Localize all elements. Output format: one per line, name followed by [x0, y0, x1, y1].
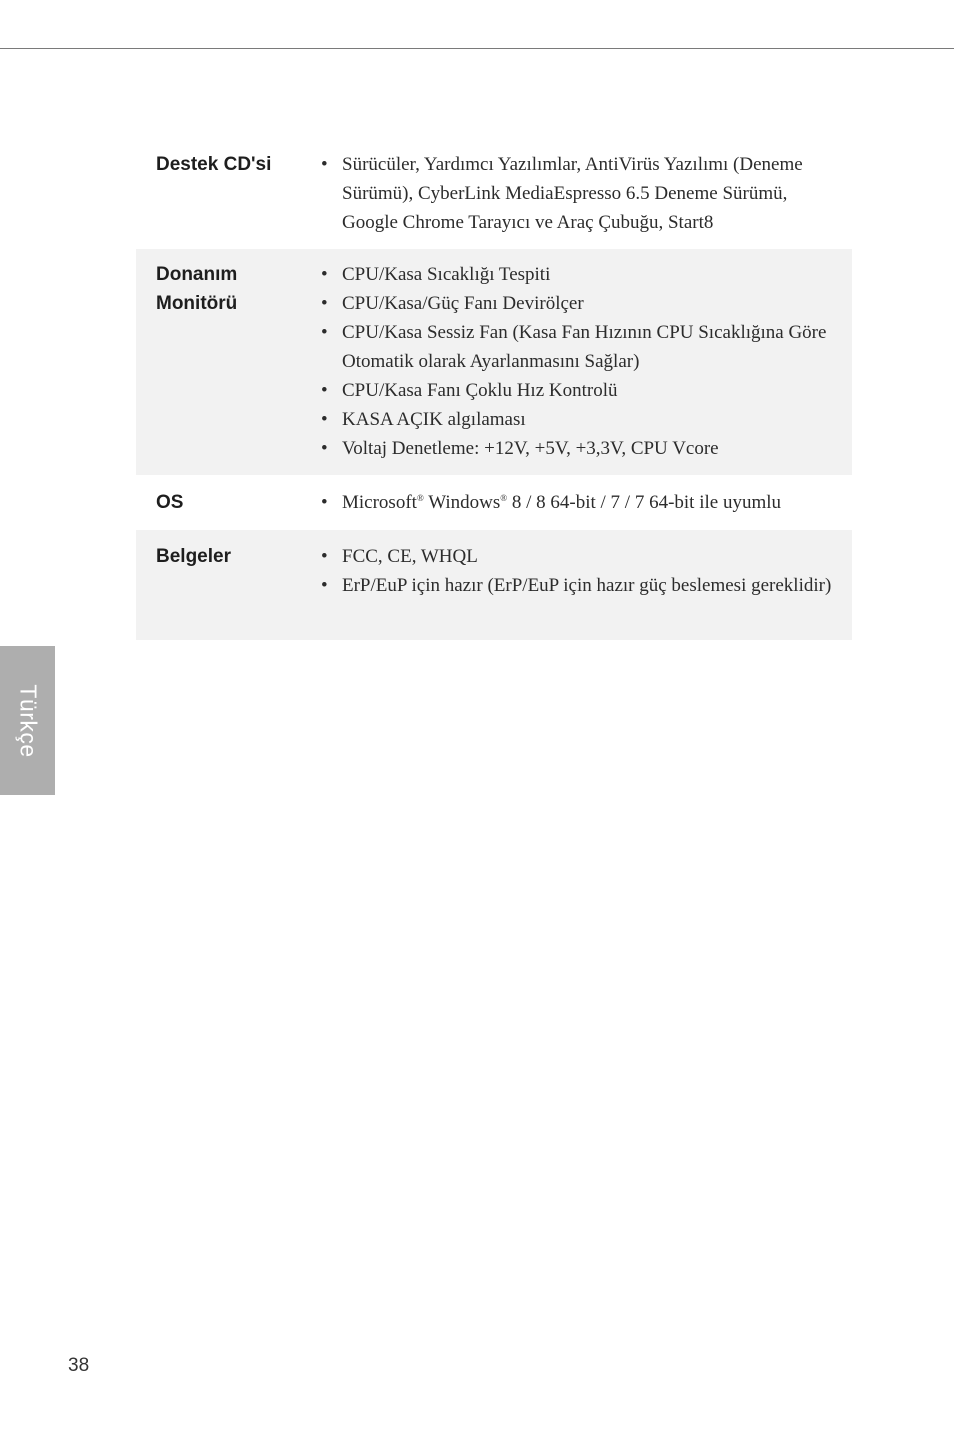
page-number: 38	[68, 1355, 90, 1376]
language-side-tab	[0, 646, 55, 795]
spec-table	[136, 140, 852, 640]
row-label: Destek CD'si	[156, 154, 272, 175]
spec-row-support-cd	[136, 140, 852, 249]
list-item: • CPU/Kasa/Güç Fanı Devirölçer	[316, 289, 846, 318]
row-label: Donanım Monitörü	[156, 264, 238, 314]
list-item: • Voltaj Denetleme: +12V, +5V, +3,3V, CPU Vcore	[316, 434, 846, 463]
spec-row-os	[136, 475, 852, 530]
list-item: • CPU/Kasa Sessiz Fan (Kasa Fan Hızının CPU Sıcaklığına Göre Otomatik olarak Ayarlanmasını Sağlar)	[316, 318, 846, 376]
row-items	[316, 488, 846, 530]
row-items	[316, 542, 846, 640]
language-tab-label: Türkçe	[15, 683, 41, 758]
list-item: • CPU/Kasa Sıcaklığı Tespiti	[316, 260, 846, 289]
list-item: • KASA AÇIK algılaması	[316, 405, 846, 434]
row-items	[316, 150, 846, 249]
list-item: • FCC, CE, WHQL	[316, 542, 846, 571]
row-items	[316, 260, 846, 475]
list-item: • ErP/EuP için hazır (ErP/EuP için hazır güç beslemesi gereklidir)	[316, 571, 846, 600]
list-item: • Microsoft® Windows® 8 / 8 64-bit / 7 / 7 64-bit ile uyumlu	[316, 488, 846, 517]
spec-row-hardware-monitor	[136, 249, 852, 475]
list-item: • CPU/Kasa Fanı Çoklu Hız Kontrolü	[316, 376, 846, 405]
row-label: Belgeler	[156, 546, 231, 567]
header-rule	[0, 48, 954, 49]
row-label: OS	[156, 492, 184, 513]
spec-row-certifications	[136, 530, 852, 640]
list-item: • Sürücüler, Yardımcı Yazılımlar, AntiVirüs Yazılımı (Deneme Sürümü), CyberLink MediaEspresso 6.5 Deneme Sürümü, Google Chrome Tarayıcı ve Araç Çubuğu, Start8	[316, 150, 846, 237]
